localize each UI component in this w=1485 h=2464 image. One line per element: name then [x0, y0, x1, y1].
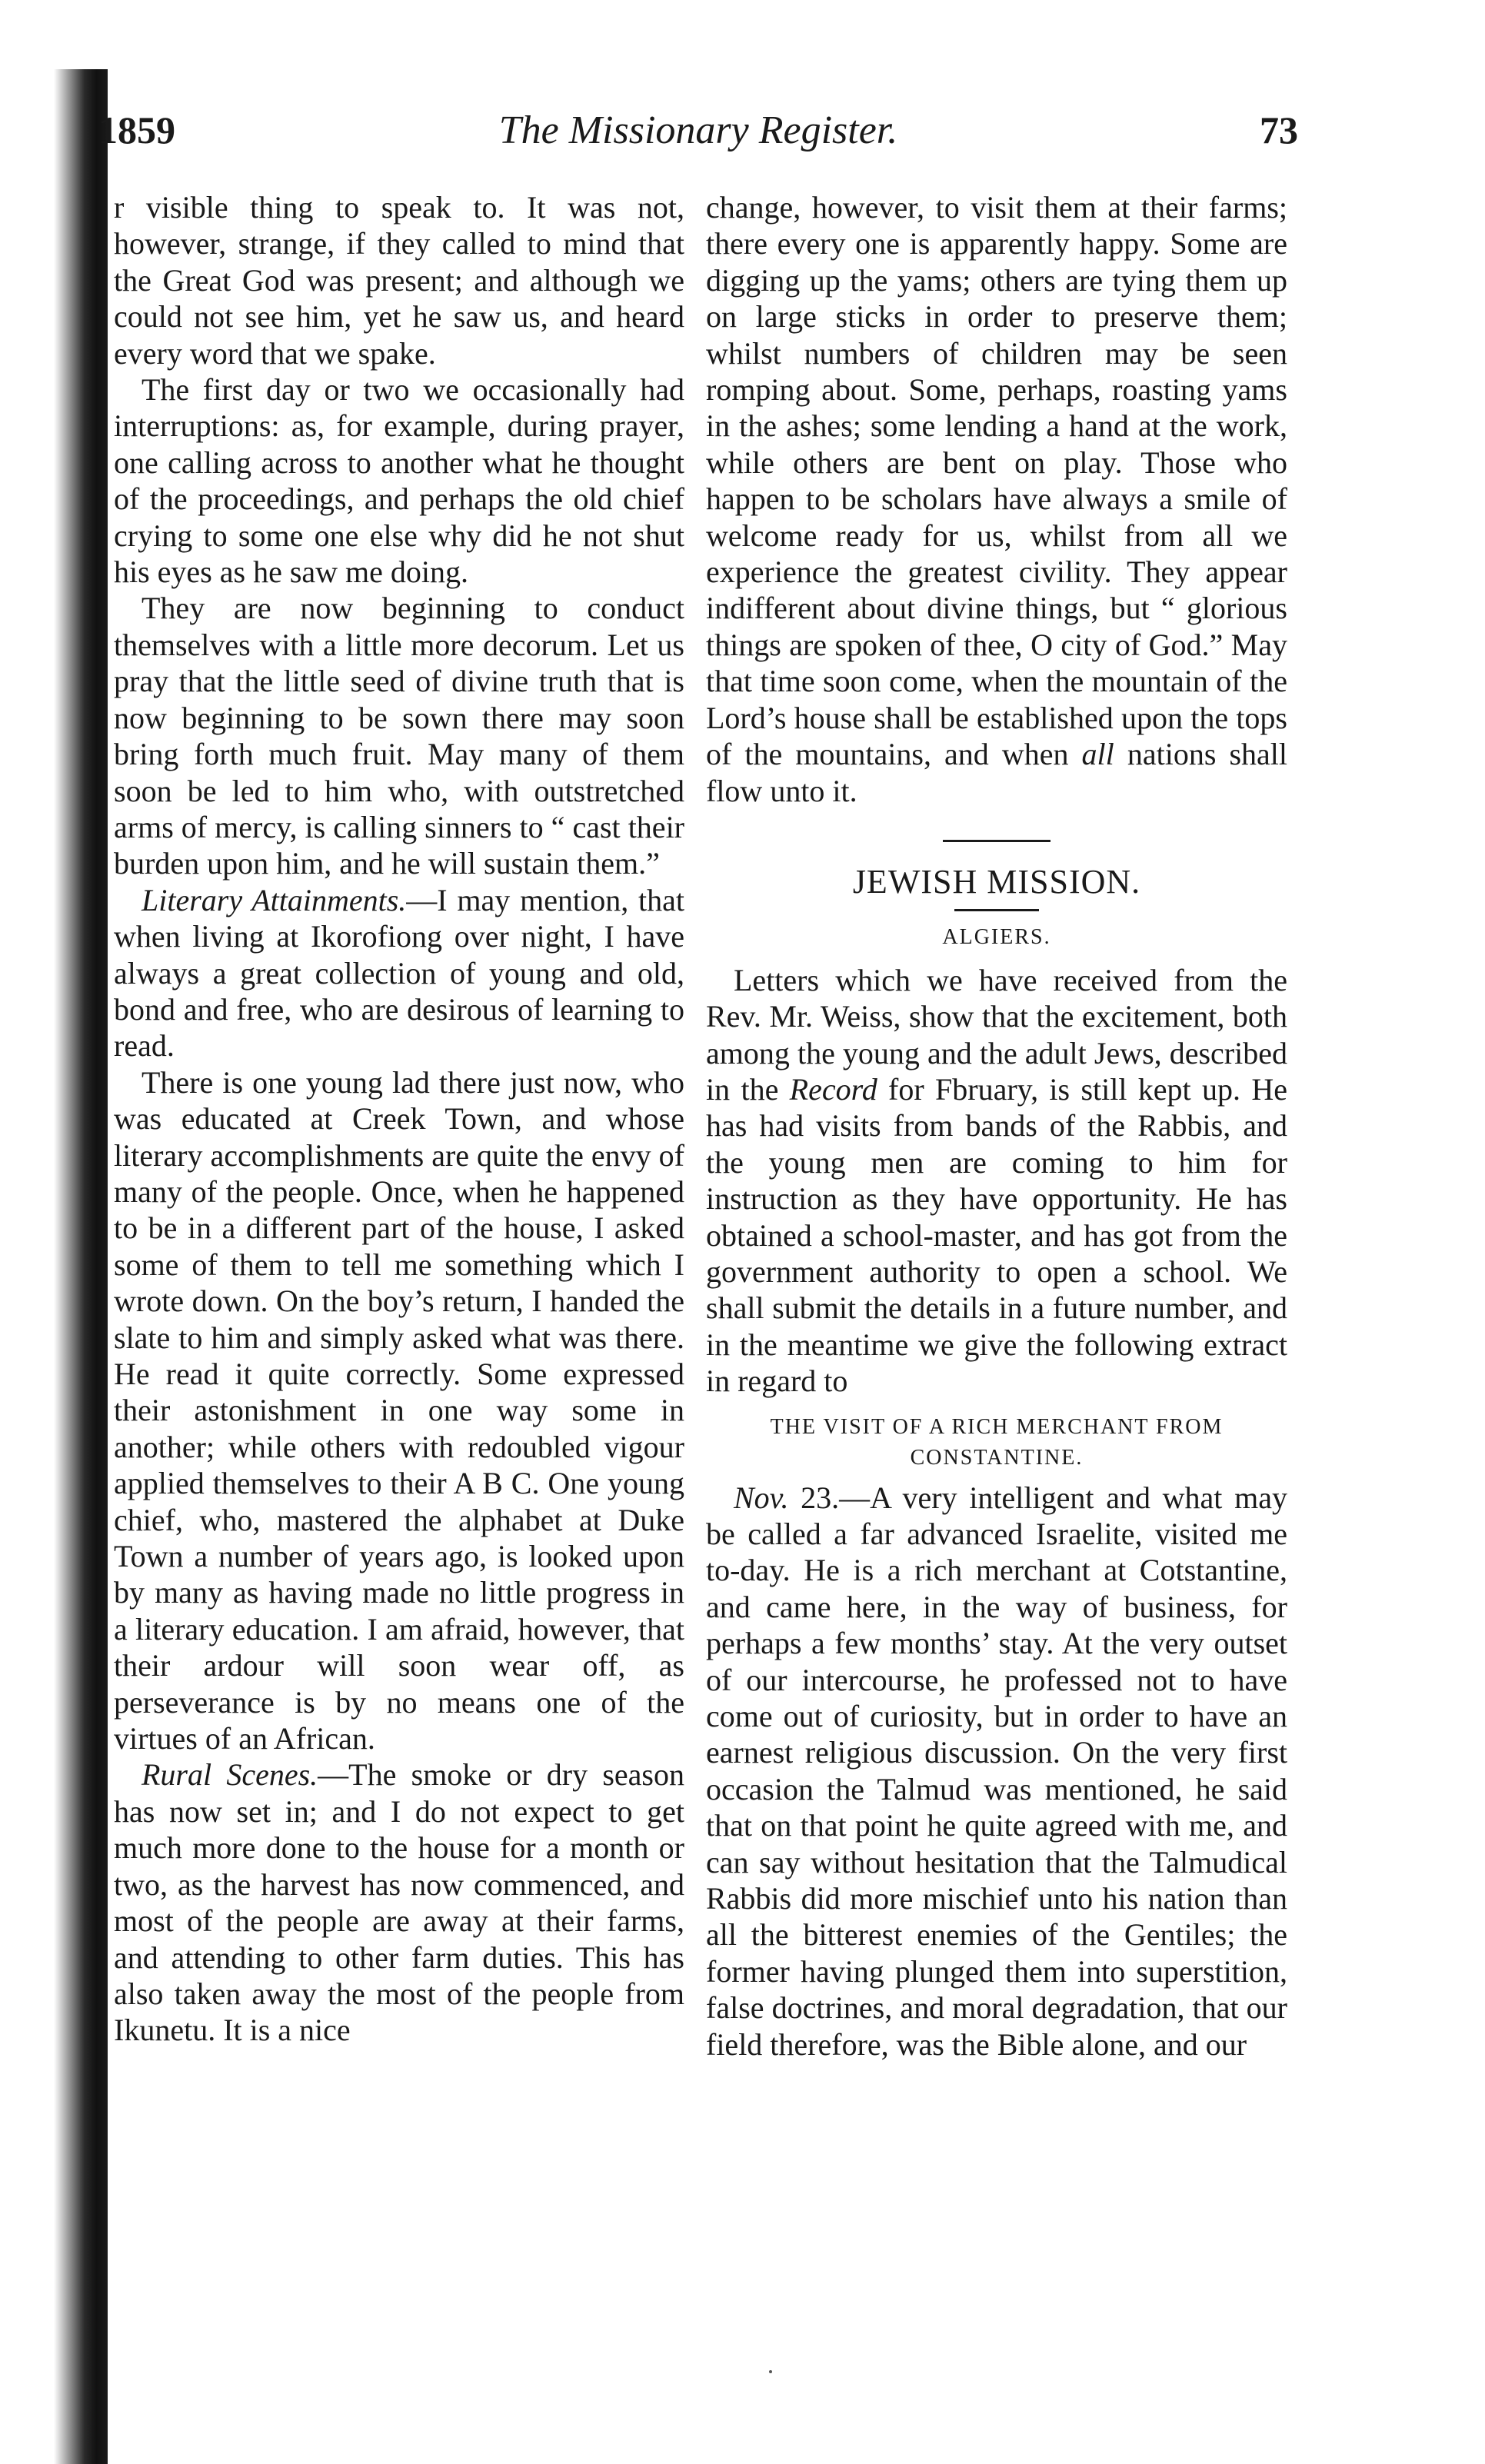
section-subtitle-algiers: ALGIERS.: [942, 925, 1051, 950]
left-paragraph-literary: [114, 882, 684, 1064]
subheading-rich-merchant: THE VISIT OF A RICH MERCHANT FROM CONSTANTINE.: [770, 1414, 1224, 1470]
rural-scenes-heading: Rural Scenes.: [142, 1757, 318, 1793]
letters-text-a: Letters which we have received from the Rev. Mr. Weiss, show that the excitement, both among the young and the adult Jews, described in the: [706, 962, 1287, 1107]
right-column: [706, 189, 1287, 2063]
header-journal-title: The Missionary Register.: [498, 108, 898, 152]
left-paragraph-rural: [114, 1756, 684, 2048]
book-spine-shadow: [0, 69, 108, 2464]
nov23-text: 23.—A very intelligent and what may be called a far advanced Israelite, visited me to-day. He is a rich merchant at Cotstantine, and came here, in the way of business, for perhaps a few months’ stay. At the very outset of our intercourse, he professed not to have come out of curiosity, but in order to have an earnest religious discussion. On the very first occasion the Talmud was mentioned, he said that on that point he quite agreed with me, and can say without hesitation that the Talmudical Rabbis did more mischief unto his nation than all the bitterest enemies of the Gentiles; the former having plunged them into superstition, false doctrines, and moral degradation, that our field therefore, was the Bible alone, and our: [706, 1480, 1287, 2062]
letters-text-b: for Fbruary, is still kept up. He has had visits from bands of the Rabbis, and the young men are coming to him for instruction as they have opportunity. He has obtained a school-master, and has got from the government authority to open a school. We shall submit the details in a future number, and in the meantime we give the following extract in regard to: [706, 1071, 1287, 1399]
header-page-number: 73: [1260, 108, 1298, 152]
left-paragraph-young-lad: There is one young lad there just now, who was educated at Creek Town, and whose literary accomplishments are quite the envy of many of the people. Once, when he happened to be in a different part of the house, I asked some of them to tell me something which I wrote down. On the boy’s return, I handed the slate to him and simply asked what was there. He read it quite correctly. Some expressed their astonishment in one way some in another; while others with redoubled vigour applied themselves to their A B C. One young chief, who, mastered the alphabet at Duke Town a number of years ago, is looked upon by many as having made no little progress in a literary education. I am afraid, however, that their ardour will soon wear off, as perseverance is by no means one of the virtues of an African.: [114, 1064, 684, 1756]
right-p1-emphasis: all: [1081, 737, 1114, 772]
literary-attainments-text: —I may mention, that when living at Ikorofiong over night, I have always a great collection of young and old, bond and free, who are desirous of learning to read.: [114, 882, 684, 1064]
left-paragraph-2: The first day or two we occasionally had interruptions: as, for example, during prayer, one calling across to another what he thought of the proceedings, and perhaps the old chief crying to some one else why did he not shut his eyes as he saw me doing.: [114, 372, 684, 590]
section-divider: [943, 840, 1050, 842]
left-column: [114, 189, 684, 2049]
page-speck: [769, 2370, 772, 2373]
right-p1-text: change, however, to visit them at their farms; there every one is apparently happy. Some are digging up the yams; others are tying them up on large sticks in order to preserve them; whilst numbers of children may be seen romping about. Some, perhaps, roasting yams in the ashes; some lending a hand at the work, while others are bent on play. Those who happen to be scholars have always a smile of welcome ready for us, whilst from all we experience the greatest civility. They appear indifferent about divine things, but “ glorious things are spoken of thee, O city of God.” May that time soon come, when the mountain of the Lord’s house shall be established upon the tops of the mountains, and when: [706, 190, 1287, 772]
literary-attainments-heading: Literary Attainments.: [142, 882, 407, 917]
right-p1-end: nations shall flow unto it.: [706, 737, 1287, 808]
right-paragraph-1: [706, 189, 1287, 809]
section-title-underline: [954, 909, 1039, 911]
right-paragraph-nov23: [706, 1480, 1287, 2063]
rural-scenes-text: —The smoke or dry season has now set in; and I do not expect to get much more done to the house for a month or two, as the harvest has now commenced, and most of the people are away at their farms, and attending to other farm duties. This has also taken away the most of the people from Ikunetu. It is a nice: [114, 1757, 684, 2048]
right-paragraph-letters: [706, 962, 1287, 1400]
section-title-jewish-mission: JEWISH MISSION.: [852, 862, 1141, 901]
header-year: 1859: [98, 108, 175, 152]
record-title: Record: [789, 1071, 877, 1107]
left-paragraph-1: r visible thing to speak to. It was not, however, strange, if they called to mind that the Great God was present; and although we could not see him, yet he saw us, and heard every word that we spake.: [114, 190, 684, 371]
left-paragraph-3: They are now beginning to conduct themselves with a little more decorum. Let us pray that the little seed of divine truth that is now beginning to be sown there may soon bring forth much fruit. May many of them soon be led to him who, with outstretched arms of mercy, is calling sinners to “ cast their burden upon him, and he will sustain them.”: [114, 591, 684, 881]
date-lead: Nov.: [734, 1480, 789, 1515]
page-header: [98, 108, 1298, 169]
